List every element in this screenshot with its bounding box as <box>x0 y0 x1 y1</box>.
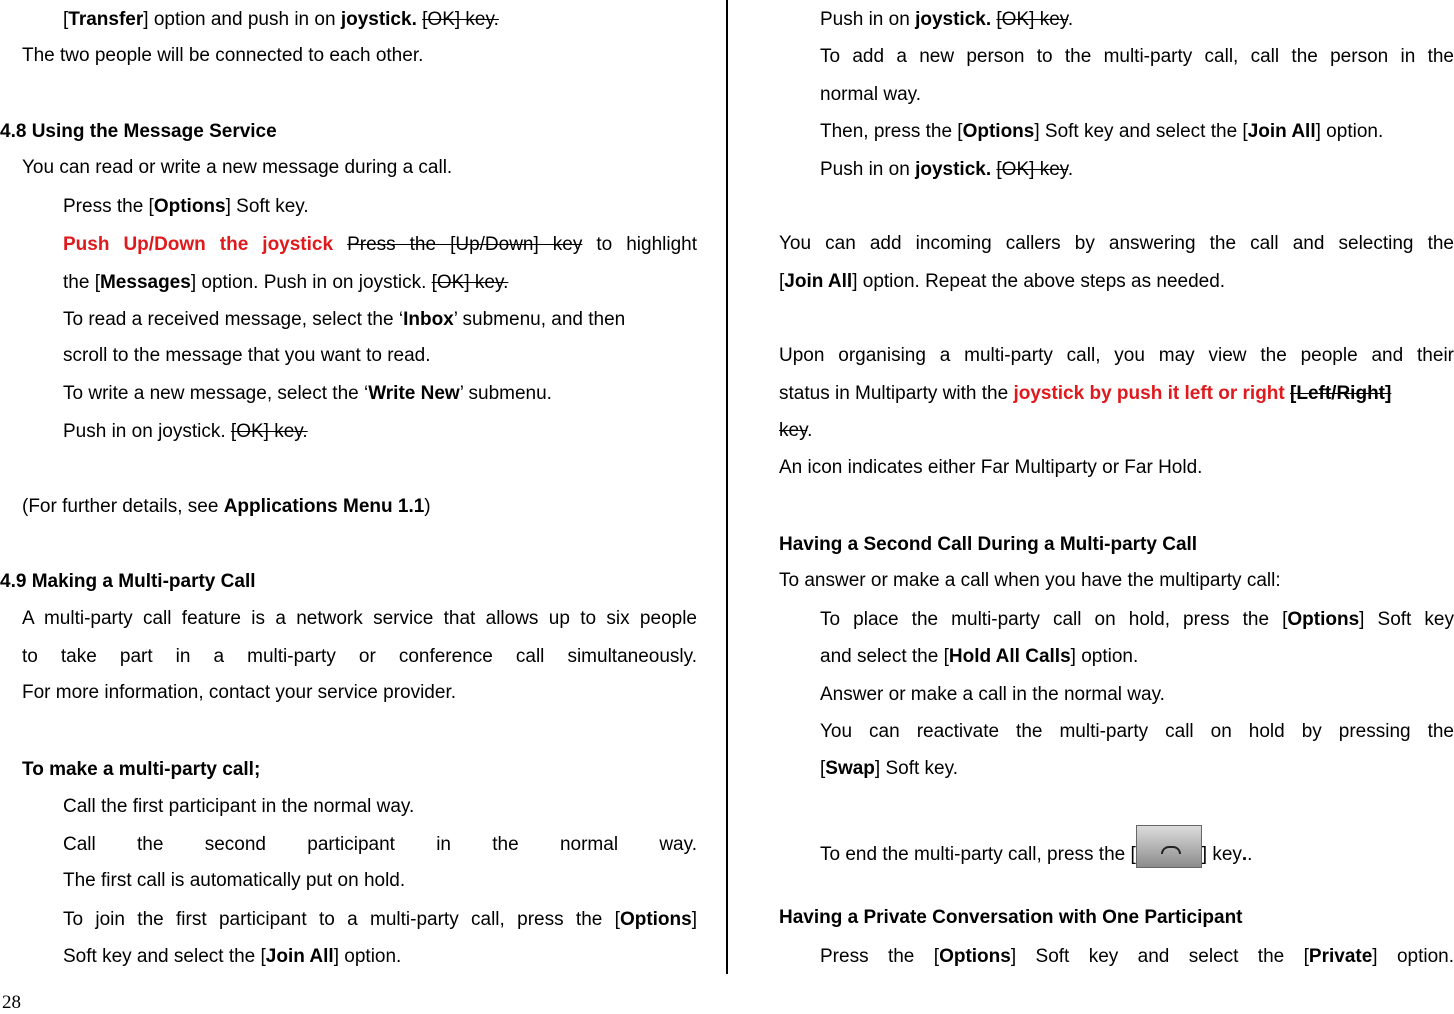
list-item-cont: scroll to the message that you want to read. <box>63 345 431 366</box>
list-item-cont: normal way. <box>820 84 922 105</box>
organise-paragraph: status in Multiparty with the joystick by push it left or right [Left/Right] <box>779 383 1392 404</box>
connected-text: The two people will be connected to each other. <box>22 45 424 66</box>
list-item: To add a new person to the multi-party call, call the person in the <box>820 46 1454 67</box>
list-item-cont: The first call is automatically put on hold. <box>63 870 406 891</box>
section-4-9-title: 4.9 Making a Multi-party Call <box>0 571 256 592</box>
section-4-9-paragraph: A multi-party call feature is a network service that allows up to six people <box>22 608 697 629</box>
second-call-intro: To answer or make a call when you have the multiparty call: <box>779 570 1281 591</box>
list-item: Call the second participant in the normal way. <box>63 834 697 855</box>
organise-paragraph: Upon organising a multi-party call, you may view the people and their <box>779 345 1454 366</box>
list-item-cont: [Swap] Soft key. <box>820 758 958 779</box>
list-item-cont: Soft key and select the [Join All] option. <box>63 946 402 967</box>
list-item-cont: and select the [Hold All Calls] option. <box>820 646 1139 667</box>
section-4-9-paragraph: For more information, contact your service provider. <box>22 682 457 703</box>
organise-paragraph: key. <box>779 420 813 441</box>
section-4-9-paragraph: to take part in a multi-party or conference call simultaneously. <box>22 646 697 667</box>
column-divider <box>726 0 728 974</box>
second-call-title: Having a Second Call During a Multi-party Call <box>779 534 1198 555</box>
list-item: Push in on joystick. [OK] key. <box>820 159 1074 180</box>
section-4-8-intro: You can read or write a new message during a call. <box>22 157 453 178</box>
incoming-paragraph: You can add incoming callers by answering the call and selecting the <box>779 233 1454 254</box>
list-item-cont: the [Messages] option. Push in on joystick. [OK] key. <box>63 272 509 293</box>
list-item: You can reactivate the multi-party call on hold by pressing the <box>820 721 1454 742</box>
list-item: Push in on joystick. [OK] key. <box>63 421 308 442</box>
list-item: To read a received message, select the ‘Inbox’ submenu, and then <box>63 309 626 330</box>
page-number: 28 <box>2 992 21 1013</box>
transfer-line: [Transfer] option and push in on joystick. [OK] key. <box>63 9 499 30</box>
make-call-title: To make a multi-party call; <box>22 759 261 780</box>
end-call-key-icon <box>1136 825 1202 868</box>
details-reference: (For further details, see Applications Menu 1.1) <box>22 496 431 517</box>
private-conversation-title: Having a Private Conversation with One Participant <box>779 907 1243 928</box>
list-item: To place the multi-party call on hold, press the [Options] Soft key <box>820 609 1454 630</box>
list-item: Press the [Options] Soft key and select the [Private] option. <box>820 946 1454 967</box>
list-item: Push in on joystick. [OK] key. <box>820 9 1074 30</box>
list-item: To join the first participant to a multi-party call, press the [Options] <box>63 909 697 930</box>
list-item: To end the multi-party call, press the [ ] key.. <box>779 825 1454 855</box>
list-item: Then, press the [Options] Soft key and select the [Join All] option. <box>820 121 1384 142</box>
icon-note: An icon indicates either Far Multiparty or Far Hold. <box>779 457 1203 478</box>
section-4-8-title: 4.8 Using the Message Service <box>0 121 277 142</box>
list-item: Push Up/Down the joystick Press the [Up/Down] key to highlight <box>63 234 697 255</box>
incoming-paragraph: [Join All] option. Repeat the above steps as needed. <box>779 271 1226 292</box>
list-item: To write a new message, select the ‘Write New’ submenu. <box>63 383 552 404</box>
list-item: Call the first participant in the normal way. <box>63 796 415 817</box>
list-item: Press the [Options] Soft key. <box>63 196 309 217</box>
list-item: Answer or make a call in the normal way. <box>820 684 1165 705</box>
